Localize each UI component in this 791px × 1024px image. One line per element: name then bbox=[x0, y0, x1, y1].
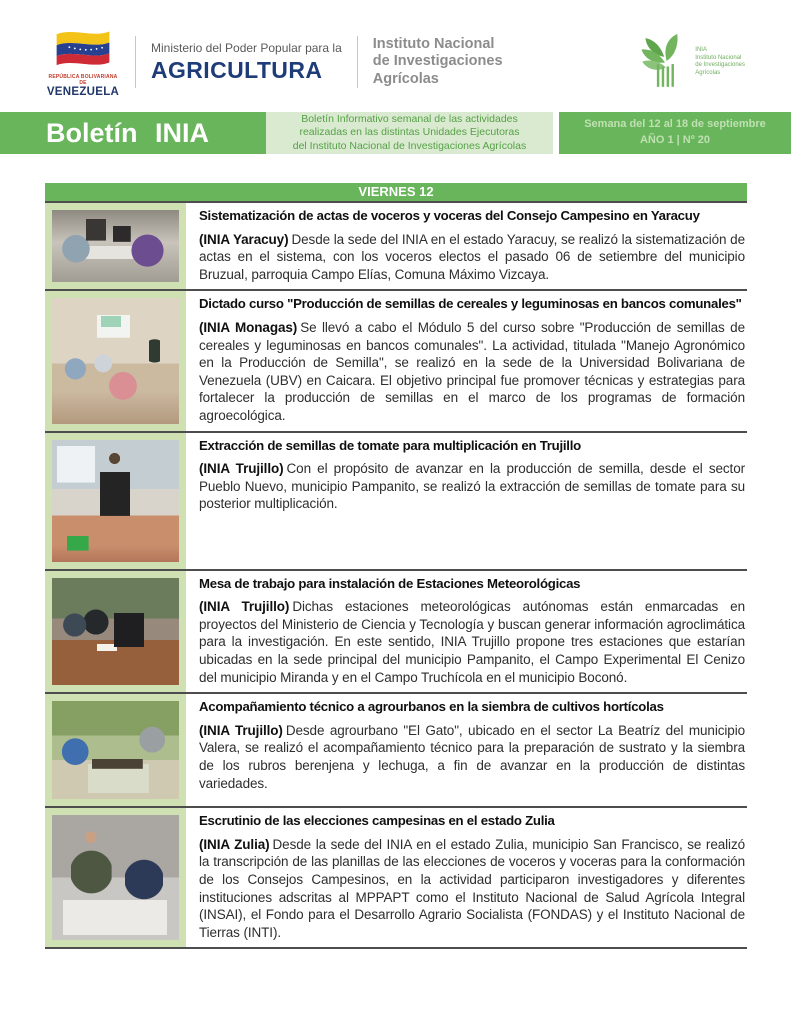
article-body: (INIA Trujillo) Dichas estaciones meteorológicas autónomas están enmarcadas en proyectos del Ministerio de Ciencia y Tecnología y buscan generar información agroclimática para la investigación. En este sentido, INIA Trujillo propone tres estaciones que estarían ubicadas en la sede principal del municipio Pampanito, el Campo Experimental El Cenizo del municipio Miranda y en el Campo Truchícola en el municipio Boconó. bbox=[199, 599, 745, 685]
article-photo bbox=[52, 298, 179, 423]
article-body: (INIA Monagas) Se llevó a cabo el Módulo 5 del curso sobre "Producción de semillas de cereales y leguminosas en bancos comunales". La actividad, titulada "Manejo Agronómico en la Producción de Semilla", se realizó en la sede de la Universidad Bolivariana de Venezuela (UBV) en Caicara. El objetivo principal fue promover técnicas y estrategias para fortalecer la producción de semillas en el marco de los programas de formación agroecológica. bbox=[199, 320, 745, 423]
bulletin-title: Boletín INIA bbox=[0, 112, 266, 154]
article-source: (INIA Yaracuy) bbox=[199, 231, 289, 247]
institute-line: Instituto Nacional bbox=[372, 36, 495, 53]
article-photo-cell bbox=[45, 571, 186, 693]
article-row bbox=[45, 433, 747, 571]
article-title: Extracción de semillas de tomate para multiplicación en Trujillo bbox=[199, 437, 581, 453]
articles-section bbox=[45, 183, 747, 949]
article-source: (INIA Monagas) bbox=[199, 320, 298, 336]
article-row bbox=[45, 291, 747, 432]
week-range: Semana del 12 al 18 de septiembre bbox=[584, 118, 766, 131]
divider bbox=[357, 36, 358, 88]
article-body: (INIA Yaracuy) Desde la sede del INIA en el estado Yaracuy, se realizó la sistematización de actas en el sistema, con los voceros electos el pasado 06 de setiembre del municipio Bruzual, parroquia Campo Elías, Comuna Máximo Vizcaya. bbox=[199, 231, 745, 282]
article-source: (INIA Trujillo) bbox=[199, 722, 283, 738]
article-title: Escrutinio de las elecciones campesinas en el estado Zulia bbox=[199, 813, 555, 829]
article-photo-cell bbox=[45, 808, 186, 947]
article-photo-cell bbox=[45, 433, 186, 569]
article-photo-cell bbox=[45, 291, 186, 430]
article-body: (INIA Trujillo) Con el propósito de avanzar en la producción de semilla, desde el sector Pueblo Nuevo, municipio Pampanito, se realizó la extracción de semillas de tomate para su posterior multiplicación. bbox=[199, 461, 745, 512]
day-header: VIERNES 12 bbox=[45, 183, 747, 201]
article-body: (INIA Zulia) Desde la sede del INIA en el estado Zulia, municipio San Francisco, se realizó la transcripción de las planillas de las elecciones de voceros y voceras para la conformación de los Consejos Campesinos, en la actividad participaron investigadores y diferentes instituciones adscritas al MPPAPT como el Instituto Nacional de Salud Agrícola Integral (INSAI), el Fondo para el Desarrollo Agrario Socialista (FONDAS) y el Instituto Nacional de Tierras (INTI). bbox=[199, 836, 745, 940]
article-title: Acompañamiento técnico a agrourbanos en la siembra de cultivos hortícolas bbox=[199, 699, 664, 715]
ministry-block bbox=[151, 41, 342, 84]
institute-line: Agrícolas bbox=[372, 70, 439, 87]
article-body: (INIA Trujillo) Desde agrourbano "El Gato", ubicado en el sector La Beatríz del municipio Valera, se realizó el acompañamiento técnico para la preparación de sustrato y la siembra de los rubros berenjena y lechuga, a fin de avanzar en la producción de distintas variedades. bbox=[199, 722, 745, 791]
article-row bbox=[45, 694, 747, 808]
masthead bbox=[0, 0, 791, 98]
issue-number: AÑO 1 | Nº 20 bbox=[639, 134, 711, 146]
article-photo bbox=[52, 440, 179, 562]
article-title: Mesa de trabajo para instalación de Estaciones Meteorológicas bbox=[199, 575, 581, 591]
article-photo bbox=[52, 815, 179, 940]
article-photo bbox=[52, 578, 179, 686]
article-source: (INIA Zulia) bbox=[199, 836, 270, 852]
ministry-name: AGRICULTURA bbox=[151, 56, 323, 83]
article-title: Dictado curso "Producción de semillas de cereales y leguminosas en bancos comunales" bbox=[199, 296, 742, 312]
article-photo bbox=[52, 210, 179, 282]
inia-leaf-icon bbox=[639, 31, 691, 94]
flag-caption: REPÚBLICA BOLIVARIANA DE bbox=[48, 73, 118, 86]
flag-country-label: VENEZUELA bbox=[46, 85, 120, 98]
venezuela-flag-icon bbox=[52, 54, 114, 71]
article-row bbox=[45, 201, 747, 291]
inia-logo-text: INIA Instituto Nacional de Investigaciones Agrícolas bbox=[695, 47, 745, 76]
ministry-intro: Ministerio del Poder Popular para la bbox=[151, 40, 342, 55]
institute-name-block bbox=[373, 36, 503, 87]
title-banner bbox=[0, 112, 791, 154]
article-photo bbox=[52, 701, 179, 799]
article-row bbox=[45, 808, 747, 949]
article-source: (INIA Trujillo) bbox=[199, 599, 290, 615]
venezuela-flag-logo bbox=[46, 27, 120, 98]
article-title: Sistematización de actas de voceros y voceras del Consejo Campesino en Yaracuy bbox=[199, 208, 700, 223]
bulletin-description: Boletín Informativo semanal de las actividades realizadas en las distintas Unidades Ejecutoras del Instituto Nacional de Investigaciones Agrícolas bbox=[266, 112, 553, 154]
issue-info bbox=[559, 112, 791, 154]
article-photo-cell bbox=[45, 203, 186, 289]
institute-line: de Investigaciones bbox=[372, 53, 503, 70]
inia-acronym: INIA bbox=[695, 47, 707, 53]
inia-logo bbox=[639, 31, 745, 94]
article-photo-cell bbox=[45, 694, 186, 806]
divider bbox=[135, 36, 136, 88]
article-source: (INIA Trujillo) bbox=[199, 461, 284, 477]
article-row bbox=[45, 571, 747, 695]
